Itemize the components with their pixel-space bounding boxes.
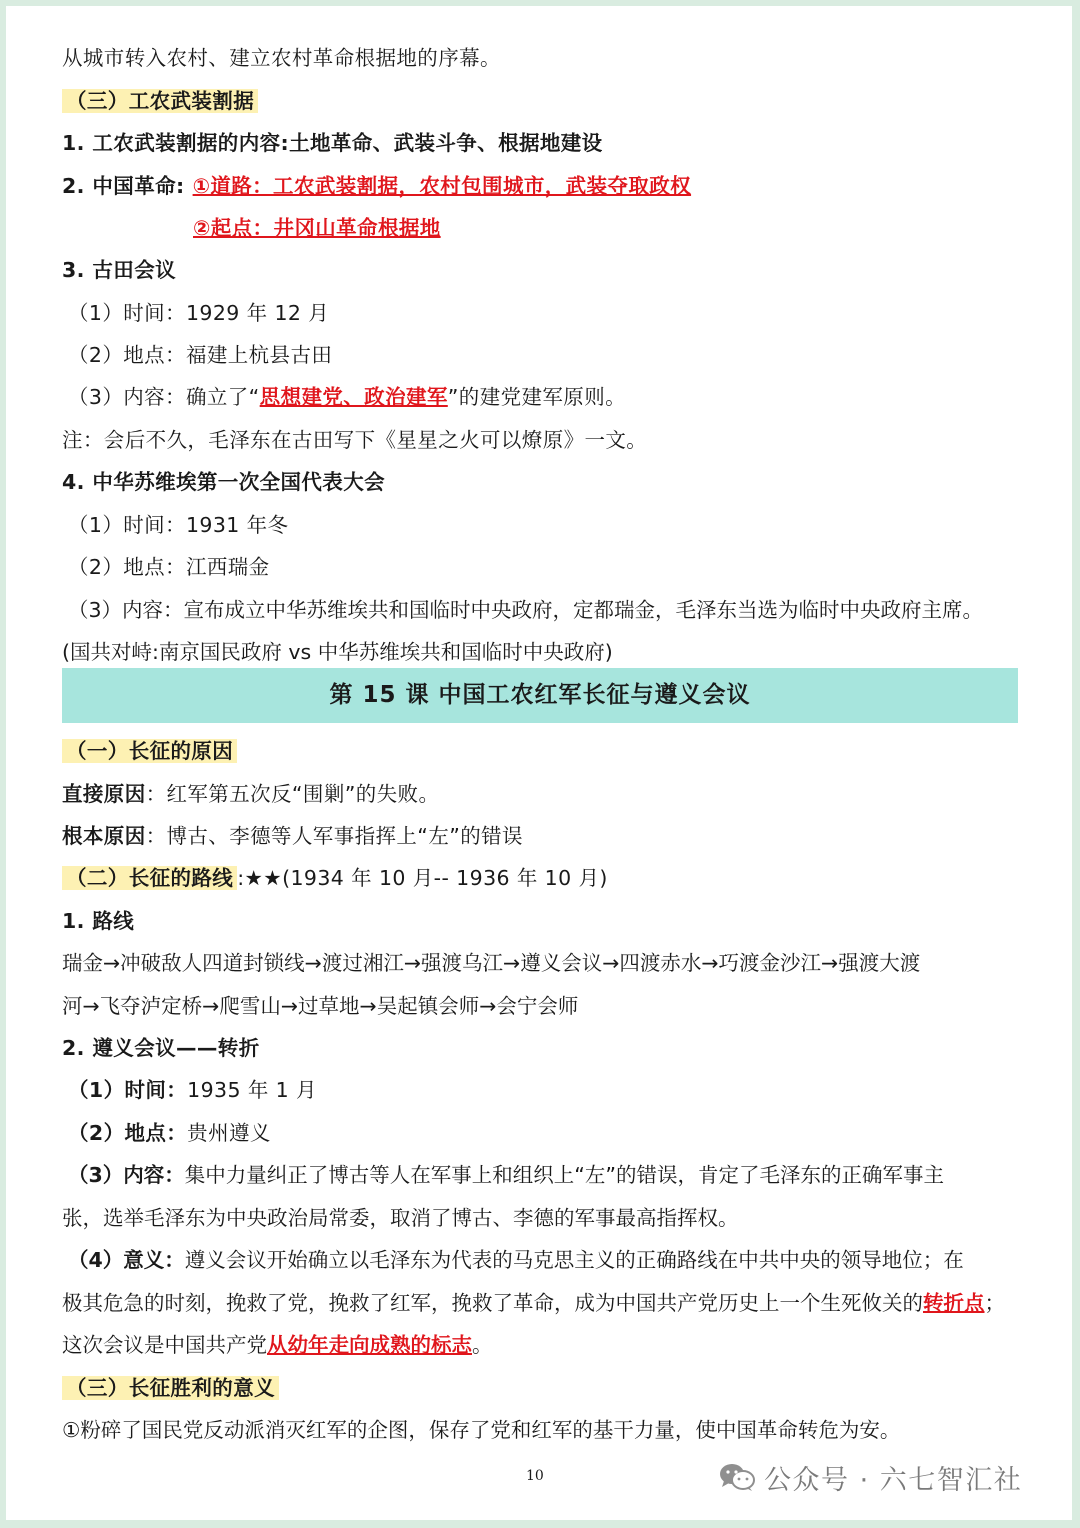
key-point: 从幼年走向成熟的标志 bbox=[267, 1333, 472, 1357]
paragraph bbox=[62, 171, 691, 201]
list-item bbox=[68, 1118, 271, 1148]
list-item bbox=[68, 382, 626, 412]
label: （3）内容： bbox=[68, 1163, 185, 1187]
list-item bbox=[68, 1075, 317, 1105]
list-item: （2）地点：福建上杭县古田 bbox=[68, 343, 333, 367]
text-line: 张，选举毛泽东为中央政治局常委，取消了博古、李德的军事最高指挥权。 bbox=[62, 1206, 739, 1230]
note: 注：会后不久，毛泽东在古田写下《星星之火可以燎原》一文。 bbox=[62, 428, 648, 452]
list-item: （1）时间：1931 年冬 bbox=[68, 513, 289, 537]
paragraph: 2. 遵义会议——转折 bbox=[62, 1036, 260, 1060]
text: ”的建党建军原则。 bbox=[447, 385, 627, 409]
key-point: 转折点 bbox=[923, 1291, 985, 1315]
list-item: （3）内容：宣布成立中华苏维埃共和国临时中央政府，定都瑞金，毛泽东当选为临时中央政府主席。 bbox=[68, 598, 984, 622]
text: 。 bbox=[472, 1333, 493, 1357]
paragraph: 1. 工农武装割据的内容:土地革命、武装斗争、根据地建设 bbox=[62, 131, 603, 155]
paragraph: ①粉碎了国民党反动派消灭红军的企图，保存了党和红军的基干力量，使中国革命转危为安。 bbox=[62, 1418, 901, 1442]
label: 直接原因 bbox=[62, 782, 146, 806]
section-heading bbox=[62, 736, 237, 766]
text-line: 从城市转入农村、建立农村革命根据地的序幕。 bbox=[62, 46, 501, 70]
route-line: 河→飞夺泸定桥→爬雪山→过草地→吴起镇会师→会宁会师 bbox=[62, 994, 579, 1018]
text: 集中力量纠正了博古等人在军事上和组织上“左”的错误，肯定了毛泽东的正确军事主 bbox=[184, 1163, 945, 1187]
document-page bbox=[6, 6, 1072, 1520]
label: 根本原因 bbox=[62, 824, 146, 848]
label: （2）地点： bbox=[68, 1121, 188, 1145]
label: （1）时间： bbox=[68, 1078, 188, 1102]
text: 贵州遵义 bbox=[187, 1121, 271, 1145]
section-heading bbox=[62, 863, 608, 893]
list-item bbox=[68, 1245, 964, 1275]
text: （3）内容：确立了“ bbox=[68, 385, 260, 409]
text: 这次会议是中国共产党 bbox=[62, 1333, 267, 1357]
text-line bbox=[62, 1330, 493, 1360]
key-point: 思想建党、政治建军 bbox=[259, 385, 448, 409]
text: ：博古、李德等人军事指挥上“左”的错误 bbox=[145, 824, 523, 848]
text: 遵义会议开始确立以毛泽东为代表的马克思主义的正确路线在中共中央的领导地位；在 bbox=[184, 1248, 964, 1272]
watermark bbox=[718, 1457, 1022, 1497]
page-number: 10 bbox=[526, 1468, 544, 1484]
text: 1935 年 1 月 bbox=[187, 1078, 317, 1102]
label: 2. 中国革命: bbox=[62, 174, 185, 198]
paragraph: 4. 中华苏维埃第一次全国代表大会 bbox=[62, 470, 385, 494]
paragraph bbox=[62, 821, 523, 851]
wechat-icon bbox=[718, 1462, 756, 1492]
list-item: （1）时间：1929 年 12 月 bbox=[68, 301, 330, 325]
paragraph bbox=[193, 213, 441, 243]
paragraph: 1. 路线 bbox=[62, 909, 135, 933]
text: ； bbox=[984, 1291, 1005, 1315]
text: 极其危急的时刻，挽救了党，挽救了红军，挽救了革命，成为中国共产党历史上一个生死攸关的 bbox=[62, 1291, 923, 1315]
route-line: 瑞金→冲破敌人四道封锁线→渡过湘江→强渡乌江→遵义会议→四渡赤水→巧渡金沙江→强渡大渡 bbox=[62, 951, 921, 975]
key-point: ②起点：井冈山革命根据地 bbox=[193, 216, 441, 240]
list-item bbox=[68, 1160, 944, 1190]
label: （4）意义： bbox=[68, 1248, 185, 1272]
lesson-title: 第 15 课 中国工农红军长征与遵义会议 bbox=[62, 668, 1018, 723]
list-item: （2）地点：江西瑞金 bbox=[68, 555, 270, 579]
key-point: ①道路：工农武装割据，农村包围城市，武装夺取政权 bbox=[192, 174, 692, 198]
watermark-text: 公众号 · 六七智汇社 bbox=[764, 1464, 1023, 1496]
text: :★★(1934 年 10 月-- 1936 年 10 月) bbox=[237, 866, 608, 890]
paragraph bbox=[62, 779, 439, 809]
section-heading bbox=[62, 1373, 279, 1403]
note: (国共对峙:南京国民政府 vs 中华苏维埃共和国临时中央政府) bbox=[62, 640, 613, 664]
section-title: （三）工农武装割据 bbox=[62, 89, 258, 113]
section-title: （三）长征胜利的意义 bbox=[62, 1376, 279, 1400]
section-title: （二）长征的路线 bbox=[62, 866, 237, 890]
text: ：红军第五次反“围剿”的失败。 bbox=[145, 782, 440, 806]
paragraph: 3. 古田会议 bbox=[62, 258, 176, 282]
text-line bbox=[62, 1288, 1005, 1318]
section-title: （一）长征的原因 bbox=[62, 739, 237, 763]
section-heading bbox=[62, 86, 258, 116]
